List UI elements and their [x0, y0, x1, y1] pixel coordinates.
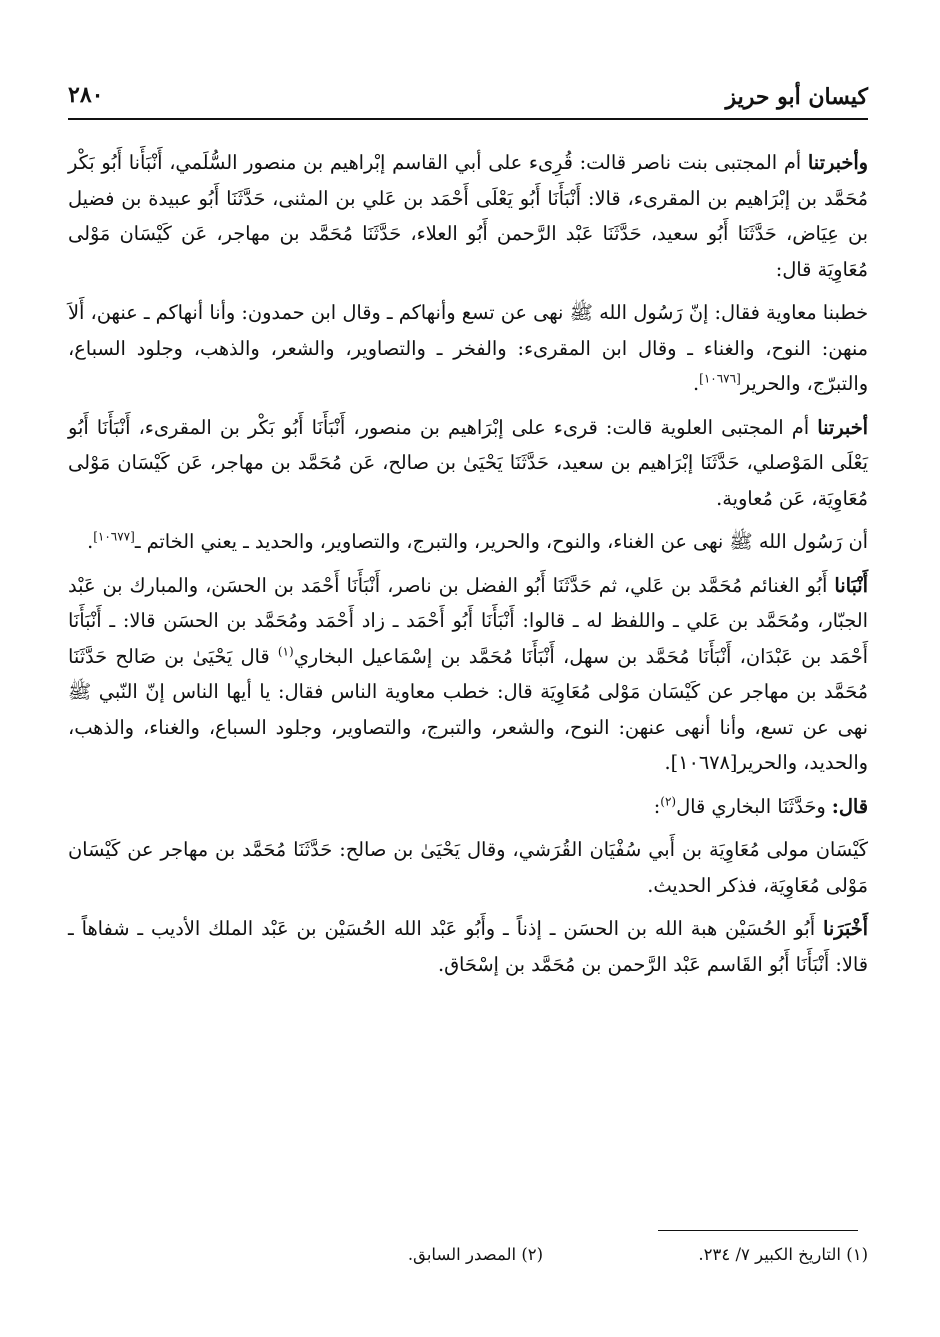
- footnote-rule: [658, 1230, 858, 1231]
- paragraph-text: أم المجتبى العلوية قالت: قرىء على إبْرَاهيم بن منصور، أَنْبَأَنَا أَبُو بَكْر بن المقرىء، أَنْبَأَنَا أَبُو يَعْلَى المَوْصلي، حَدَّثَنَا إبْرَاهيم بن سعيد، حَدَّثَنَا يَحْيَىٰ بن صالح، عَن مُحَمَّد بن مهاجر، عَن كَيْسَان مَوْلى مُعَاوِيَة، عَن مُعاوية.: [68, 415, 868, 510]
- reference-mark: [١٠٦٧٧]: [93, 529, 135, 544]
- paragraph: [68, 911, 868, 982]
- paragraph: [68, 789, 868, 825]
- paragraph-end: .: [87, 530, 94, 553]
- paragraph-text: أن رَسُول الله ﷺ نهى عن الغناء، والنوح، والحرير، والتبرج، والتصاوير، والحديد ـ يعني الخاتم ـ: [134, 530, 868, 553]
- paragraph-lead: أَنْبَانا: [834, 573, 868, 597]
- footnote-ref: (١): [277, 644, 294, 659]
- paragraph-text: أَبُو الحُسَيْن هبة الله بن الحسَن ـ إذناً ـ وأَبُو عَبْد الله الحُسَيْن بن عَبْد الملك الأديب ـ شفاهاً ـ قالا: أَنْبَأَنَا أَبُو القَاسم عَبْد الرَّحمن بن مُحَمَّد بن إسْحَاق.: [68, 917, 868, 976]
- paragraph: [68, 568, 868, 781]
- footnote-1: (١) التاريخ الكبير ٧/ ٢٣٤.: [698, 1245, 868, 1264]
- main-text: [68, 145, 868, 990]
- running-title: كيسان أبو حريز: [725, 84, 868, 110]
- paragraph-lead: أخبرتنا: [817, 415, 868, 439]
- paragraph: [68, 295, 868, 402]
- paragraph-text: أَبُو الغنائم مُحَمَّد بن عَلي، ثم حَدَّثَنَا أَبُو الفضل بن ناصر، أَنْبَأَنَا أَحْمَد بن الحسَن، والمبارك بن عَبْد الجبّار، ومُحَمَّد بن عَلي ـ واللفظ له ـ قالوا: أَنْبَأَنَا أَبُو أَحْمَد ـ زاد أَحْمَد ومُحَمَّد بن الحسَن قالا: ـ أَنْبَأَنَا أَحْمَد بن عَبْدَان، أَنْبَأَنَا مُحَمَّد بن سهل، أَنْبَأَنَا مُحَمَّد بن إسْمَاعيل البخاري: [68, 573, 868, 668]
- paragraph: [68, 832, 868, 903]
- footnote-ref: (٢): [660, 794, 677, 809]
- header-rule: [68, 118, 868, 120]
- paragraph-text: كَيْسَان مولى مُعَاوِيَة بن أَبي سُفْيَان القُرَشي، وقال يَحْيَىٰ بن صالح: حَدَّثَنَا مُحَمَّد بن مهاجر عن كَيْسَان مَوْلى مُعَاوِيَة، فذكر الحديث.: [68, 838, 868, 897]
- paragraph: [68, 410, 868, 517]
- paragraph-lead: أَخْبَرَنا: [823, 917, 868, 940]
- paragraph-lead: قال:: [831, 794, 868, 818]
- footnote-2: (٢) المصدر السابق.: [407, 1245, 544, 1264]
- paragraph-end: :: [653, 794, 661, 818]
- paragraph-end: .: [693, 372, 700, 395]
- reference-mark: [١٠٦٧٦]: [699, 371, 741, 386]
- paragraph-text: خطبنا معاوية فقال: إنّ رَسُول الله ﷺ نهى عن تسع وأنهاكم ـ وقال ابن حمدون: وأنا أنهاكم ـ عنهن، أَلاَ منهن: النوح، والغناء ـ وقال ابن المقرىء: والفخر ـ والتصاوير، والشعر، والذهب، وجلود السباع، والتبرّج، والحرير: [68, 301, 868, 395]
- paragraph-text: أم المجتبى بنت ناصر قالت: قُرِىء على أبي القاسم إبْراهيم بن منصور السُّلَمي، أَنْبَأَنا أَبُو بَكْر مُحَمَّد بن إبْرَاهيم بن المقرىء، قالا: أَنْبَأَنَا أَبُو يَعْلَى أَحْمَد بن عَلي بن المثنى، حَدَّثَنَا أَبُو عبيدة بن فضيل بن عِيَاض، حَدَّثَنَا أَبُو سعيد، حَدَّثَنَا عَبْد الرَّحمن أَبُو العلاء، حَدَّثَنَا مُحَمَّد بن مهاجر، عَن كَيْسَان مَوْلى مُعَاوِيَة قال:: [68, 151, 868, 281]
- page-number: ٢٨٠: [68, 82, 104, 108]
- paragraph-end: قال يَحْيَىٰ بن صَالح حَدَّثَنَا مُحَمَّد بن مهاجر عن كَيْسَان مَوْلى مُعَاوِيَة قال: خطب معاوية الناس فقال: يا أيها الناس إنّ النّبي ﷺ نهى عن تسع، وأنا أنهى عنهن: النوح، والشعر، والتبرج، والتصاوير، وجلود السباع، والغناء، والذهب، والحديد، والحرير[١٠٦٧٨].: [68, 644, 868, 774]
- page-header: [68, 66, 868, 120]
- paragraph: [68, 524, 868, 560]
- paragraph: [68, 145, 868, 287]
- paragraph-text: وحَدَّثَنَا البخاري قال: [676, 794, 832, 818]
- footnotes: [68, 1243, 868, 1267]
- paragraph-lead: وأخبرتنا: [807, 151, 868, 174]
